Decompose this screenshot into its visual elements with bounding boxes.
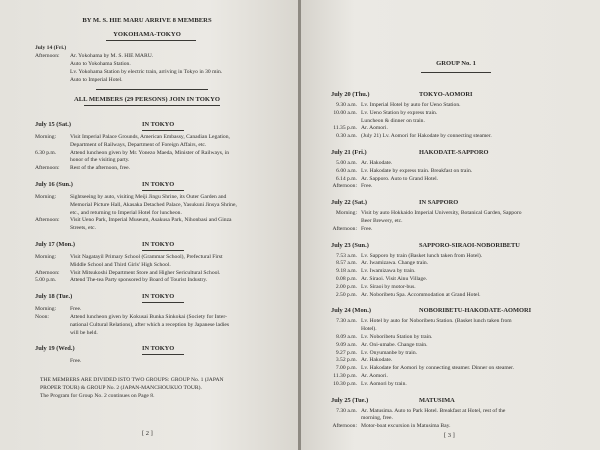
day-place: IN TOKYO <box>142 121 175 128</box>
itinerary-line: Visit by auto Hokkaido Imperial University, Botanical Garden, Sapporo <box>361 210 522 217</box>
time-label: 9.18 a.m. <box>336 268 357 275</box>
day-rule <box>142 354 184 355</box>
itinerary-line: Ar. Noboribetu Spa. Accommodation at Grand Hotel. <box>361 291 481 298</box>
arrival-date: July 14 (Fri.) <box>35 45 67 51</box>
itinerary-line: Free. <box>361 225 373 232</box>
day-place: IN TOKYO <box>142 293 175 301</box>
itinerary-line: Free. <box>361 183 373 190</box>
itinerary-line: Visit Ueno Park, Imperial Museum, Asakusa Park, Nihonbasi and Ginza <box>70 217 232 224</box>
time-label: Morning: <box>35 306 57 313</box>
day-date: July 24 (Mon.) <box>331 307 371 315</box>
arrival-label: Afternoon: <box>35 53 60 59</box>
time-label: 8.09 a.m. <box>336 334 357 340</box>
day-date: July 17 (Mon.) <box>35 241 75 248</box>
itinerary-line: Motor-boat excursion in Matusima Bay. <box>361 423 451 430</box>
time-label: 10.00 a.m. <box>333 109 357 116</box>
time-label: 7.30 a.m. <box>336 318 357 325</box>
itinerary-line: Attend luncheon given by Kokusai Bunka Sinkokai (Society for Inter- <box>70 314 227 320</box>
itinerary-line: Lv. Ueno Station by express train. <box>361 109 438 116</box>
group-title: GROUP No. 1 <box>436 60 476 67</box>
itinerary-line: Rest of the afternoon, free. <box>70 165 130 172</box>
time-label: 2.50 p.m. <box>335 291 357 298</box>
itinerary-line: Ar. Aomori. <box>361 125 388 132</box>
itinerary-line: national Cultural Relations), after which a reception by Japanese ladies <box>70 321 230 328</box>
day-place: IN TOKYO <box>142 181 175 188</box>
itinerary-line: Free. <box>70 358 82 365</box>
day-place: MATUSIMA <box>419 396 455 404</box>
heading-rule <box>106 40 196 41</box>
itinerary-line: Lv. Onyumanbe by train. <box>361 349 418 356</box>
itinerary-line: Hotel). <box>361 326 377 333</box>
day-date: July 18 (Tue.) <box>35 293 73 301</box>
itinerary-line: Lv. Hakodate for Aomori by connecting steamer. Dinner on steamer. <box>361 365 515 372</box>
time-label: Morning: <box>35 254 57 260</box>
itinerary-line: Middle School and Third Girls' High School. <box>70 261 171 268</box>
itinerary-line: Lv. Iwamizawa by train. <box>361 268 416 275</box>
day-place: TOKYO-AOMORI <box>419 91 473 98</box>
itinerary-line: Lv. Aomori by train. <box>361 380 407 387</box>
itinerary-line: Visit Mitsukoshi Department Store and Higher Sericultural School. <box>70 269 221 276</box>
time-label: 11.35 p.m. <box>333 125 357 132</box>
time-label: 0.30 a.m. <box>336 133 357 140</box>
day-date: July 25 (Tue.) <box>331 396 369 404</box>
itinerary-line: Attend luncheon given by Mr. Yonezo Maeda, Minister of Railways, in <box>70 149 230 156</box>
itinerary-line: Streets, etc. <box>70 225 96 232</box>
time-label: Noon: <box>35 314 49 320</box>
day-rule <box>142 302 184 303</box>
page-number: [ 3 ] <box>444 432 455 439</box>
closing-line: THE MEMBERS ARE DIVIDED ISTO TWO GROUPS: GROUP No. 1 (JAPAN <box>40 377 224 384</box>
itinerary-line: Lv. Hakodate by express train. Breakfast on train. <box>361 167 473 174</box>
itinerary-line: morning, free. <box>361 415 393 422</box>
arrival-line: Auto to Imperial Hotel. <box>70 77 123 83</box>
time-label: 6.30 p.m. <box>35 149 57 156</box>
day-date: July 22 (Sat.) <box>331 199 368 207</box>
time-label: Afternoon: <box>35 165 60 172</box>
itinerary-line: Lv. Sapporo by train (Basket lunch taken from Hotel). <box>361 252 483 259</box>
time-label: 3.52 p.m. <box>335 357 357 364</box>
day-place: IN TOKYO <box>142 345 175 353</box>
itinerary-line: Ar. Hakodate. <box>361 357 393 364</box>
itinerary-line: Ar. Aomori. <box>361 373 388 379</box>
right-page <box>301 0 600 450</box>
time-label: Afternoon: <box>332 423 357 430</box>
time-label: 10.30 p.m. <box>333 380 357 387</box>
itinerary-line: Ar. Siraoi. Visit Ainu Village. <box>361 276 428 282</box>
time-label: 0.08 p.m. <box>335 276 357 282</box>
divider-rule <box>96 89 208 90</box>
day-rule <box>142 130 184 131</box>
itinerary-line: Ar. Matusima. Auto to Park Hotel. Breakfast at Hotel, rest of the <box>361 407 506 414</box>
itinerary-line: Sightseeing by auto, visiting Meiji Jingu Shrine, its Outer Garden and <box>70 194 227 200</box>
itinerary-line: Luncheon & dinner on train. <box>361 117 425 124</box>
day-date: July 23 (Sun.) <box>331 241 369 249</box>
day-place: NOBORIBETU-HAKODATE-AOMORI <box>419 307 532 315</box>
time-label: 5.00 a.m. <box>336 160 357 166</box>
time-label: 5.00 p.m. <box>35 277 57 284</box>
arrival-line: Lv. Yokohama Station by electric train, arriving in Tokyo in 30 min. <box>70 69 223 75</box>
time-label: Afternoon: <box>35 217 60 224</box>
itinerary-line: Ar. Iwamizawa. Change train. <box>361 260 429 267</box>
day-place: IN SAPPORO <box>419 199 459 207</box>
itinerary-line: Ar. Hakodate. <box>361 160 393 166</box>
itinerary-line: Beer Brewery, etc. <box>361 218 403 224</box>
time-label: Morning: <box>35 194 57 200</box>
left-page <box>0 0 299 450</box>
time-label: 2.00 p.m. <box>335 283 357 290</box>
itinerary-line: Lv. Hotel by auto for Noboribetu Station. (Basket lunch taken from <box>361 318 512 325</box>
itinerary-line: Lv. Imperial Hotel by auto for Ueno Station. <box>361 102 461 108</box>
section-heading: YOKOHAMA-TOKYO <box>113 31 181 38</box>
day-date: July 15 (Sat.) <box>35 121 72 128</box>
day-place: SAPPORO-SIRAOI-NOBORIBETU <box>419 241 520 249</box>
itinerary-line: Visit Imperial Palace Grounds, American Embassy, Canadian Legation, <box>70 134 230 140</box>
time-label: Morning: <box>35 134 57 140</box>
section-heading: ALL MEMBERS (29 PERSONS) JOIN IN TOKYO <box>74 96 220 103</box>
arrival-line: Auto to Yokohama Station. <box>70 61 131 67</box>
heading-rule <box>421 72 491 73</box>
itinerary-line: Lv. Siraoi by motor-bus. <box>361 283 416 290</box>
time-label: Afternoon: <box>35 269 60 276</box>
day-place: HAKODATE-SAPPORO <box>419 149 489 156</box>
time-label: 7.53 a.m. <box>336 252 357 259</box>
itinerary-line: etc., and returning to Imperial Hotel for luncheon. <box>70 209 182 216</box>
time-label: 11.30 p.m. <box>333 373 357 379</box>
itinerary-line: honor of the visiting party. <box>70 157 130 164</box>
itinerary-line: (July 21) Lv. Aomori for Hakodate by connecting steamer. <box>361 133 492 140</box>
day-date: July 19 (Wed.) <box>35 345 75 353</box>
time-label: 9.09 a.m. <box>336 341 357 348</box>
itinerary-line: Visit Nagatayil Primary School (Grammar School), Prefectural First <box>70 254 223 260</box>
time-label: 6.14 p.m. <box>335 175 357 182</box>
page-number: [ 2 ] <box>142 430 153 437</box>
time-label: Morning: <box>335 210 357 217</box>
time-label: 8.57 a.m. <box>336 260 357 267</box>
closing-line: PROPER TOUR) & GROUP No. 2 (JAPAN-MANCHOUKUO TOUR). <box>40 385 202 392</box>
time-label: Afternoon: <box>332 225 357 232</box>
time-label: Afternoon: <box>332 183 357 190</box>
day-rule <box>142 190 184 191</box>
time-label: 9.30 a.m. <box>336 102 357 108</box>
day-date: July 21 (Fri.) <box>331 149 367 156</box>
time-label: 6.00 a.m. <box>336 167 357 174</box>
day-date: July 20 (Thu.) <box>331 91 370 98</box>
page-heading: BY M. S. HIE MARU ARRIVE 8 MEMBERS <box>82 17 212 24</box>
itinerary-line: will be held. <box>70 329 98 336</box>
day-rule <box>142 250 184 251</box>
itinerary-line: Lv. Noboribetu Station by train. <box>361 334 433 340</box>
itinerary-line: Attend The-tea Party sponsored by Board of Tourist Industry. <box>70 277 208 284</box>
itinerary-line: Free. <box>70 306 82 313</box>
day-place: IN TOKYO <box>142 241 175 248</box>
time-label: 7.00 p.m. <box>335 365 357 372</box>
day-date: July 16 (Sun.) <box>35 181 73 188</box>
arrival-line: Ar. Yokohama by M. S. HIE MARU. <box>70 53 154 59</box>
itinerary-line: Ar. Sapporo. Auto to Grand Hotel. <box>361 175 439 182</box>
itinerary-line: Ar. Oni-umabe. Change train. <box>361 341 428 348</box>
closing-line: The Program for Group No. 2 continues on Page 8. <box>40 393 155 400</box>
time-label: 9.27 p.m. <box>335 349 357 356</box>
itinerary-line: Memorial Picture Hall, Akasaka Detached Palace, Yasukuni Jinsya Shrine, <box>70 201 237 208</box>
itinerary-line: Department of Railways, Department of Foreign Affairs, etc. <box>70 141 207 148</box>
heading-rule <box>84 105 220 106</box>
time-label: 7.30 a.m. <box>336 407 357 414</box>
